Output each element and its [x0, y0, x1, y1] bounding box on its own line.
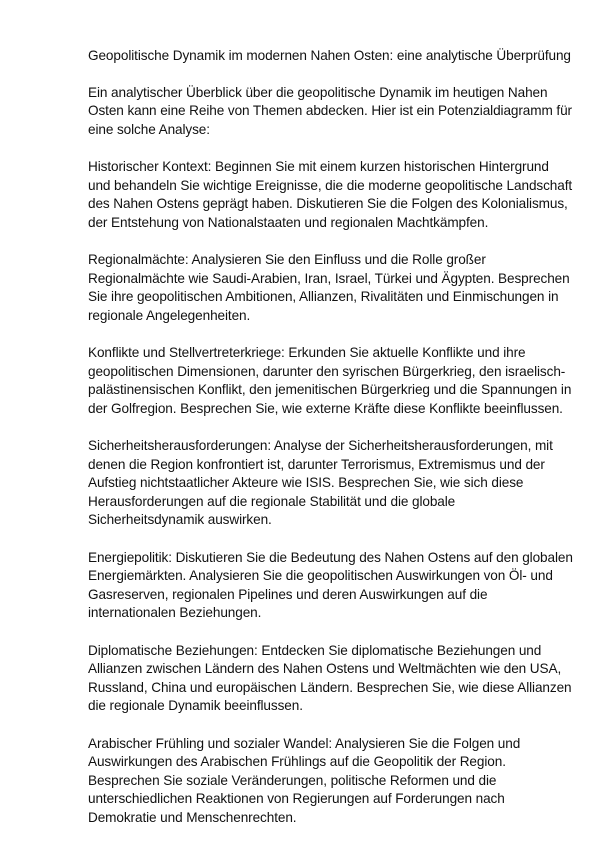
section-diplomatic-relations: Diplomatische Beziehungen: Entdecken Sie diplomatische Beziehungen und Allianzen zwischen Ländern des Nahen Ostens und Weltmächten wie den USA, Russland, China und europäischen Ländern. Besprechen Sie, wie diese Allianzen die regionale Dynamik beeinflussen. — [88, 642, 572, 713]
section-security-challenges: Sicherheitsherausforderungen: Analyse der Sicherheitsherausforderungen, mit denen die Region konfrontiert ist, darunter Terrorismus, Extremismus und der Aufstieg nichtstaatlicher Akteure wie ISIS. Besprechen Sie, wie sich diese Herausforderungen auf die regionale Stabilität und die globale Sicherheitsdynamik auswirken. — [88, 438, 553, 527]
section-arab-spring: Arabischer Frühling und sozialer Wandel: Analysieren Sie die Folgen und Auswirkungen des Arabischen Frühlings auf die Geopolitik der Region. Besprechen Sie soziale Veränderungen, politische Reformen und die unterschiedlichen Reaktionen von Regierungen auf Forderungen nach Demokratie und Menschenrechten. — [88, 735, 521, 825]
document-title: Geopolitische Dynamik im modernen Nahen Osten: eine analytische Überprüfung — [88, 48, 571, 63]
section-energy-politics: Energiepolitik: Diskutieren Sie die Bedeutung des Nahen Ostens auf den globalen Energiemärkten. Analysieren Sie die geopolitischen Auswirkungen von Öl- und Gasreserven, regionalen Pipelines und deren Auswirkungen auf die internationalen Beziehungen. — [88, 549, 573, 620]
intro-paragraph: Ein analytischer Überblick über die geopolitische Dynamik im heutigen Nahen Osten kann eine Reihe von Themen abdecken. Hier ist ein Potenzialdiagramm für eine solche Analyse: — [88, 84, 572, 137]
document-page — [88, 47, 574, 846]
section-regional-powers: Regionalmächte: Analysieren Sie den Einfluss und die Rolle großer Regionalmächte wie Saudi-Arabien, Iran, Israel, Türkei und Ägypten. Besprechen Sie ihre geopolitischen Ambitionen, Allianzen, Rivalitäten und Einmischungen in regionale Angelegenheiten. — [88, 252, 570, 323]
section-historical-context: Historischer Kontext: Beginnen Sie mit einem kurzen historischen Hintergrund und behandeln Sie wichtige Ereignisse, die die moderne geopolitische Landschaft des Nahen Ostens geprägt haben. Diskutieren Sie die Folgen des Kolonialismus, der Entstehung von Nationalstaaten und regionalen Machtkämpfen. — [88, 159, 573, 230]
section-conflicts-proxy-wars: Konflikte und Stellvertreterkriege: Erkunden Sie aktuelle Konflikte und ihre geopolitischen Dimensionen, darunter den syrischen Bürgerkrieg, den israelisch-palästinensischen Konflikt, den jemenitischen Bürgerkrieg und die Spannungen in der Golfregion. Besprechen Sie, wie externe Kräfte diese Konflikte beeinflussen. — [88, 345, 572, 416]
